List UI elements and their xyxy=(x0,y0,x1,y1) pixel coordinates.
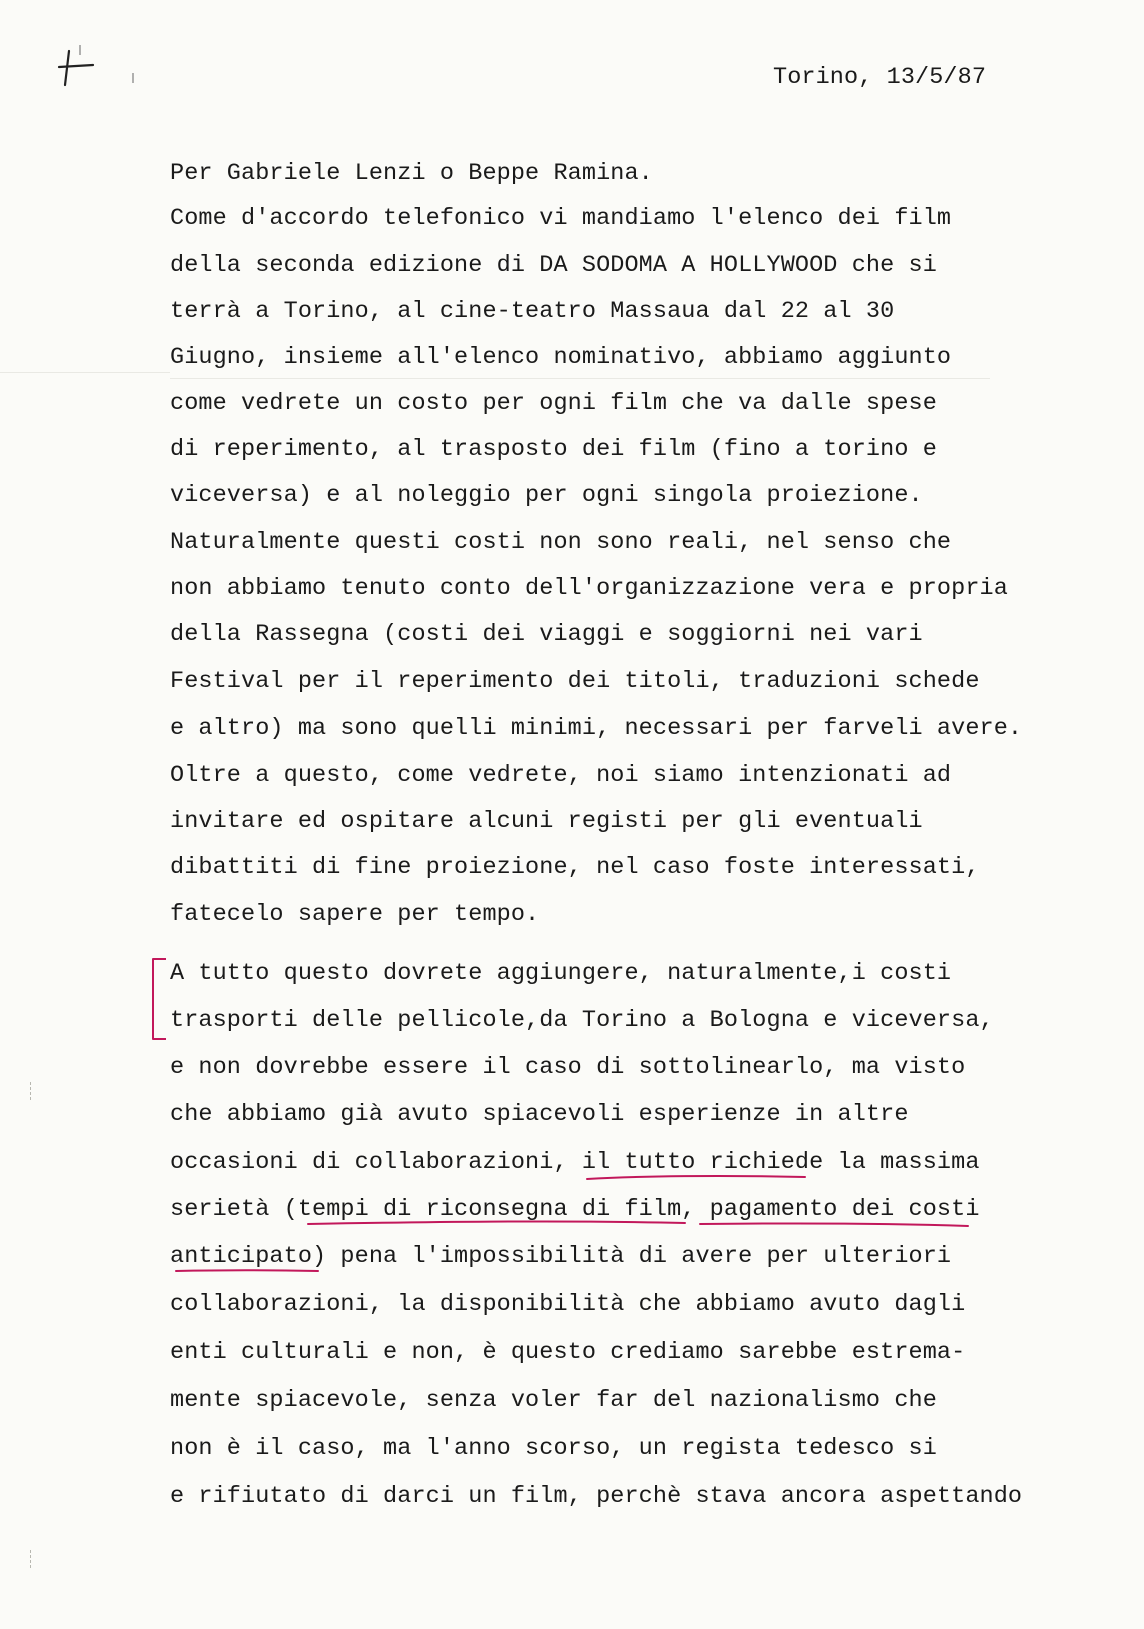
letter-line: enti culturali e non, è questo crediamo sarebbe estrema- xyxy=(170,1339,966,1366)
letter-line: occasioni di collaborazioni, il tutto richiede la massima xyxy=(170,1149,980,1176)
letter-line: invitare ed ospitare alcuni registi per gli eventuali xyxy=(170,808,923,835)
margin-mark xyxy=(30,1082,37,1100)
letter-line: e rifiutato di darci un film, perchè stava ancora aspettando xyxy=(170,1483,1023,1510)
letter-line: trasporti delle pellicole,da Torino a Bologna e viceversa, xyxy=(170,1007,994,1034)
margin-bracket xyxy=(148,956,170,1042)
letter-line: A tutto questo dovrete aggiungere, naturalmente,i costi xyxy=(170,960,952,987)
underline-anticipato xyxy=(176,1270,318,1271)
underline-pagamento-costi xyxy=(700,1223,968,1226)
letter-line: fatecelo sapere per tempo. xyxy=(170,901,540,928)
letter-line: collaborazioni, la disponibilità che abbiamo avuto dagli xyxy=(170,1291,966,1318)
letter-line: Giugno, insieme all'elenco nominativo, abbiamo aggiunto xyxy=(170,344,952,371)
letter-line: e non dovrebbe essere il caso di sottolinearlo, ma visto xyxy=(170,1054,966,1081)
margin-mark xyxy=(30,1550,37,1568)
bleed-through-line xyxy=(170,378,990,379)
letter-line: come vedrete un costo per ogni film che va dalle spese xyxy=(170,390,937,417)
letter-line: viceversa) e al noleggio per ogni singola proiezione. xyxy=(170,482,923,509)
letter-line: dibattiti di fine proiezione, nel caso foste interessati, xyxy=(170,854,980,881)
letter-line: e altro) ma sono quelli minimi, necessari per farveli avere. xyxy=(170,715,1023,742)
letter-line: serietà (tempi di riconsegna di film, pagamento dei costi xyxy=(170,1196,980,1223)
underline-il-tutto-richiede xyxy=(587,1176,805,1179)
handwritten-mark xyxy=(55,45,135,90)
letter-line: Per Gabriele Lenzi o Beppe Ramina. xyxy=(170,160,653,187)
letter-line: della seconda edizione di DA SODOMA A HOLLYWOOD che si xyxy=(170,252,937,279)
letter-line: della Rassegna (costi dei viaggi e soggiorni nei vari xyxy=(170,621,923,648)
letter-line: non abbiamo tenuto conto dell'organizzazione vera e propria xyxy=(170,575,1008,602)
letter-line: Naturalmente questi costi non sono reali, nel senso che xyxy=(170,529,952,556)
letter-line: anticipato) pena l'impossibilità di avere per ulteriori xyxy=(170,1243,952,1270)
letter-line: Come d'accordo telefonico vi mandiamo l'elenco dei film xyxy=(170,205,952,232)
letter-date: Torino, 13/5/87 xyxy=(773,64,987,91)
letter-line: non è il caso, ma l'anno scorso, un regista tedesco si xyxy=(170,1435,937,1462)
letter-line: Oltre a questo, come vedrete, noi siamo intenzionati ad xyxy=(170,762,952,789)
letter-line: terrà a Torino, al cine-teatro Massaua dal 22 al 30 xyxy=(170,298,895,325)
bleed-through-line xyxy=(0,372,170,373)
letter-line: Festival per il reperimento dei titoli, traduzioni schede xyxy=(170,668,980,695)
letter-line: di reperimento, al trasposto dei film (fino a torino e xyxy=(170,436,937,463)
letter-line: che abbiamo già avuto spiacevoli esperienze in altre xyxy=(170,1101,909,1128)
letter-line: mente spiacevole, senza voler far del nazionalismo che xyxy=(170,1387,937,1414)
